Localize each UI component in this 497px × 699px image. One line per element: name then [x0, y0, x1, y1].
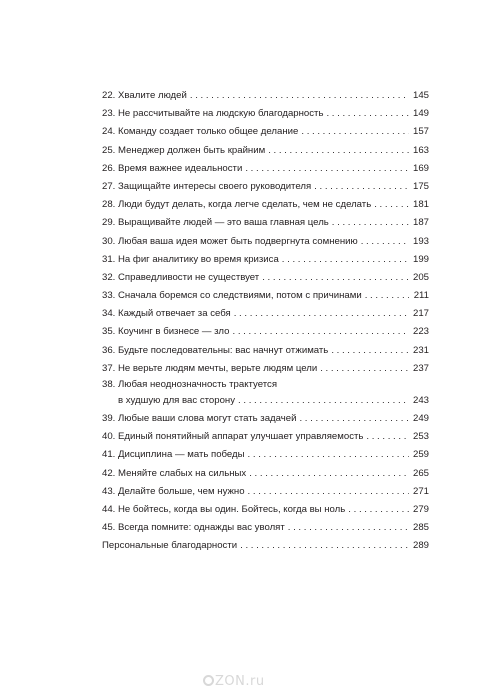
toc-entry-page: 231 [412, 344, 429, 356]
toc-entry-page: 289 [412, 540, 429, 552]
toc-entry-title: 45. Всегда помните: однажды вас уволят [102, 522, 285, 534]
toc-entry-title: 30. Любая ваша идея может быть подвергнута сомнению [102, 235, 358, 247]
toc-entry-title: 27. Защищайте интересы своего руководителя [102, 180, 312, 192]
toc-leader-dots [262, 269, 409, 287]
toc-leader-dots [366, 428, 409, 446]
toc-entry-title: 29. Выращивайте людей — это ваша главная цель [102, 217, 329, 229]
toc-entry [102, 410, 429, 428]
toc-leader-dots [314, 178, 409, 196]
toc-entry [102, 360, 429, 378]
toc-entry-page: 145 [412, 90, 429, 101]
toc-leader-dots [374, 196, 409, 214]
toc-entry-page: 149 [412, 108, 429, 120]
toc-entry [102, 323, 429, 341]
toc-entry [102, 428, 429, 446]
toc-entry [102, 160, 429, 178]
toc-entry [102, 178, 429, 196]
toc-leader-dots [282, 251, 409, 269]
toc-entry-title: 35. Коучинг в бизнесе — зло [102, 326, 230, 338]
toc-entry-38 [102, 378, 429, 410]
toc-entry-page: 243 [412, 395, 429, 406]
toc-entry-page: 169 [412, 162, 429, 174]
toc-leader-dots [248, 483, 409, 501]
toc-entry-page: 271 [412, 485, 429, 497]
table-of-contents [102, 87, 429, 556]
toc-leader-dots [232, 323, 409, 341]
toc-entry-title: 42. Меняйте слабых на сильных [102, 467, 247, 479]
toc-entry [102, 305, 429, 323]
toc-entry [102, 519, 429, 537]
toc-entry-page: 187 [412, 217, 429, 229]
toc-entry [102, 287, 429, 305]
toc-entry-title: 25. Менеджер должен быть крайним [102, 144, 266, 156]
toc-entry-page: 265 [412, 467, 429, 479]
toc-entry-page: 285 [412, 522, 429, 534]
toc-entry [102, 87, 429, 105]
toc-leader-dots [245, 160, 409, 178]
toc-entry-title: 32. Справедливости не существует [102, 271, 260, 283]
watermark-text: ZON.ru [215, 674, 265, 689]
toc-entry-page: 223 [412, 326, 429, 338]
toc-leader-dots [320, 360, 409, 378]
toc-entry-title: 28. Люди будут делать, когда легче сделать, чем не сделать [102, 199, 372, 211]
toc-entry [102, 269, 429, 287]
toc-entry [102, 105, 429, 123]
toc-entry-page: 259 [412, 449, 429, 461]
toc-entry-title: 34. Каждый отвечает за себя [102, 308, 231, 320]
toc-entry [102, 501, 429, 519]
toc-leader-dots [248, 446, 409, 464]
toc-entry [102, 233, 429, 251]
toc-entry-page: 157 [412, 126, 429, 138]
toc-entry-title: 22. Хвалите людей [102, 90, 187, 101]
toc-entry [102, 214, 429, 232]
toc-entry-page: 237 [412, 362, 429, 374]
toc-entry-page: 217 [412, 308, 429, 320]
toc-entry-page: 199 [412, 253, 429, 265]
toc-entry-page: 193 [412, 235, 429, 247]
toc-entry-page: 181 [412, 199, 429, 211]
toc-entry [102, 196, 429, 214]
toc-entry-page: 211 [413, 290, 429, 302]
toc-leader-dots [326, 105, 409, 123]
toc-entry-title: 26. Время важнее идеальности [102, 162, 243, 174]
toc-entry-page: 175 [412, 180, 429, 192]
toc-leader-dots [249, 465, 409, 483]
toc-leader-dots [348, 501, 409, 519]
toc-leader-dots [288, 519, 409, 537]
toc-entry-title-line1: 38. Любая неоднозначность трактуется [102, 379, 278, 390]
toc-entry [102, 123, 429, 141]
toc-entry-title-line2: в худшую для вас сторону [118, 395, 236, 406]
toc-entry-page: 253 [412, 431, 429, 443]
toc-entry-page: 163 [412, 144, 429, 156]
toc-entry-title: 39. Любые ваши слова могут стать задачей [102, 413, 297, 424]
toc-entry-title: 37. Не верьте людям мечты, верьте людям цели [102, 362, 318, 374]
toc-leader-dots [190, 87, 409, 105]
toc-entry-title: Персональные благодарности [102, 540, 238, 552]
ozon-logo-icon [203, 675, 214, 686]
ozon-watermark [203, 674, 265, 689]
toc-entry-title: 36. Будьте последовательны: вас начнут отжимать [102, 344, 329, 356]
toc-leader-dots [240, 537, 409, 555]
toc-entry-title: 43. Делайте больше, чем нужно [102, 485, 245, 497]
toc-entry-title: 33. Сначала боремся со следствиями, потом с причинами [102, 290, 362, 302]
toc-entry-title: 23. Не рассчитывайте на людскую благодарность [102, 108, 324, 120]
toc-entry-title: 24. Команду создает только общее делание [102, 126, 299, 138]
toc-entry [102, 537, 429, 555]
toc-leader-dots [268, 142, 409, 160]
toc-entry [102, 251, 429, 269]
toc-leader-dots [365, 287, 409, 305]
toc-leader-dots [331, 342, 409, 360]
toc-entry-title: 41. Дисциплина — мать победы [102, 449, 245, 461]
toc-entry-page: 205 [412, 271, 429, 283]
toc-entry [102, 446, 429, 464]
toc-leader-dots [332, 214, 409, 232]
toc-leader-dots [238, 392, 409, 410]
toc-leader-dots [361, 233, 409, 251]
toc-leader-dots [301, 123, 409, 141]
toc-entry-title: 40. Единый понятийный аппарат улучшает управляемость [102, 431, 364, 443]
toc-entry [102, 465, 429, 483]
toc-entry [102, 483, 429, 501]
toc-leader-dots [299, 410, 409, 428]
toc-entry [102, 342, 429, 360]
toc-entry-page: 249 [412, 413, 429, 424]
toc-entry [102, 142, 429, 160]
toc-entry-title: 31. На фиг аналитику во время кризиса [102, 253, 279, 265]
toc-entry-page: 279 [412, 503, 429, 515]
toc-entry-title: 44. Не бойтесь, когда вы один. Бойтесь, когда вы ноль [102, 503, 346, 515]
toc-leader-dots [234, 305, 409, 323]
